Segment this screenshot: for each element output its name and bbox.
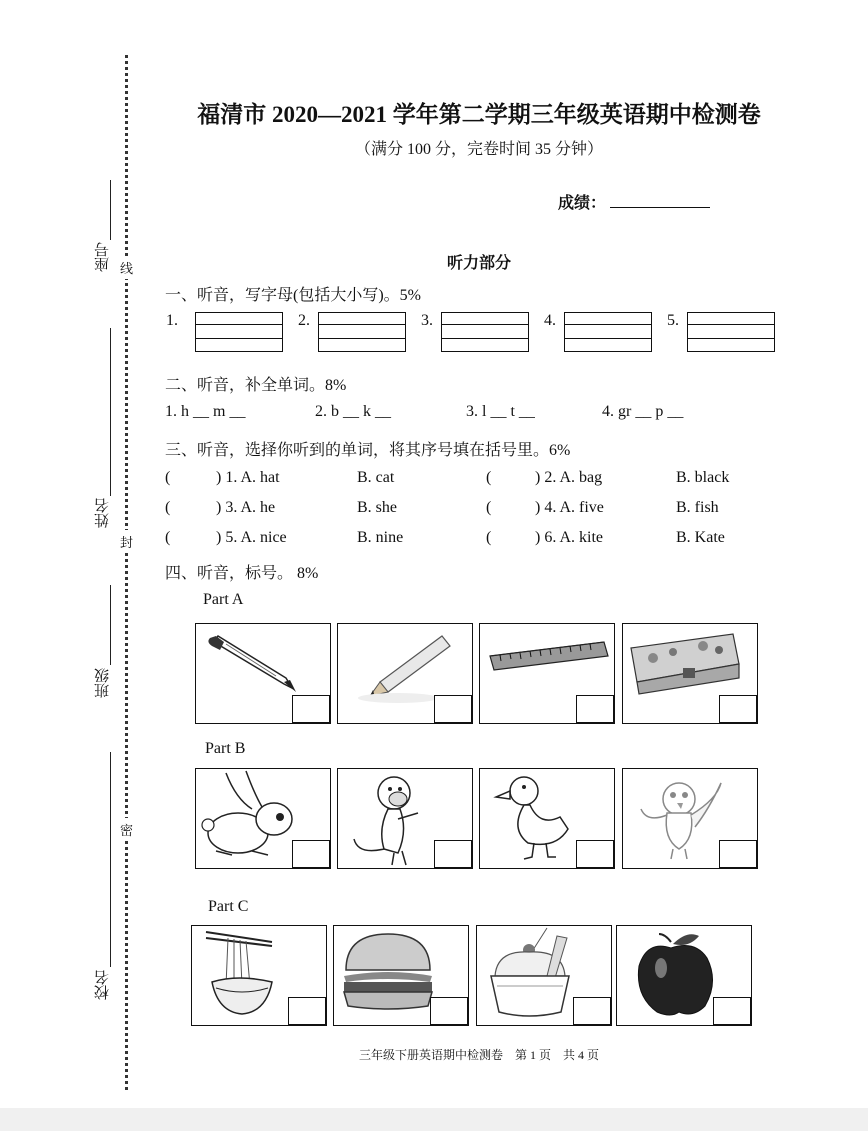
q3-item-5: ) 5. A. nice bbox=[216, 529, 287, 546]
page-subtitle: （满分 100 分，完卷时间 35 分钟） bbox=[354, 141, 603, 158]
score-label: 成绩： bbox=[558, 195, 607, 212]
q3-paren-5[interactable]: ( bbox=[165, 529, 171, 546]
q1-letter-box-4[interactable] bbox=[564, 312, 652, 352]
pic-pencil bbox=[337, 623, 473, 724]
q2-item-3[interactable]: 3. l __ t __ bbox=[466, 403, 535, 420]
q3-item-4: ) 4. A. five bbox=[535, 499, 604, 516]
page-title: 福清市 2020—2021 学年第二学期三年级英语期中检测卷 bbox=[197, 102, 761, 127]
answer-box-c2[interactable] bbox=[430, 997, 468, 1025]
q3-item-2: ) 2. A. bag bbox=[535, 469, 603, 486]
pic-ice-cream bbox=[476, 925, 612, 1026]
pic-monkey bbox=[337, 768, 473, 869]
q3-option-5b: B. nine bbox=[357, 529, 404, 546]
bottom-band bbox=[0, 1108, 868, 1131]
answer-box-c1[interactable] bbox=[288, 997, 326, 1025]
listening-section-heading: 听力部分 bbox=[446, 255, 511, 272]
q1-number-1: 1. bbox=[166, 312, 178, 329]
q1-number-2: 2. bbox=[298, 312, 310, 329]
q3-option-6b: B. Kate bbox=[676, 529, 725, 546]
answer-box-b4[interactable] bbox=[719, 840, 757, 868]
answer-box-b2[interactable] bbox=[434, 840, 472, 868]
q1-number-3: 3. bbox=[421, 312, 433, 329]
name-blank bbox=[110, 328, 111, 496]
seal-char-seal: 封 bbox=[120, 530, 133, 553]
answer-box-a3[interactable] bbox=[576, 695, 614, 723]
name-label: 姓名 bbox=[95, 498, 111, 528]
pic-hamburger bbox=[333, 925, 469, 1026]
answer-box-b1[interactable] bbox=[292, 840, 330, 868]
binding-dotted-line bbox=[125, 55, 128, 1090]
q3-item-1: ) 1. A. hat bbox=[216, 469, 280, 486]
pic-bird bbox=[622, 768, 758, 869]
q3-option-3b: B. she bbox=[357, 499, 397, 516]
answer-box-b3[interactable] bbox=[576, 840, 614, 868]
q1-letter-box-3[interactable] bbox=[441, 312, 529, 352]
pic-apple bbox=[616, 925, 752, 1026]
seat-label: 座号 bbox=[95, 242, 111, 272]
pic-duck bbox=[479, 768, 615, 869]
q3-item-3: ) 3. A. he bbox=[216, 499, 276, 516]
q3-heading: 三、听音，选择你听到的单词，将其序号填在括号里。6% bbox=[165, 442, 571, 459]
part-c-label: Part C bbox=[208, 898, 249, 915]
q3-item-6: ) 6. A. kite bbox=[535, 529, 603, 546]
pic-pencil-box bbox=[622, 623, 758, 724]
school-label: 校名 bbox=[95, 970, 111, 1000]
page-footer: 三年级下册英语期中检测卷 第 1 页 共 4 页 bbox=[358, 1048, 599, 1062]
pic-rabbit bbox=[195, 768, 331, 869]
pic-pen bbox=[195, 623, 331, 724]
q2-heading: 二、听音，补全单词。8% bbox=[165, 377, 347, 394]
q1-letter-box-2[interactable] bbox=[318, 312, 406, 352]
part-a-label: Part A bbox=[203, 591, 244, 608]
q2-item-4[interactable]: 4. gr __ p __ bbox=[602, 403, 684, 420]
answer-box-a1[interactable] bbox=[292, 695, 330, 723]
answer-box-a2[interactable] bbox=[434, 695, 472, 723]
q3-option-4b: B. fish bbox=[676, 499, 719, 516]
q2-item-2[interactable]: 2. b __ k __ bbox=[315, 403, 391, 420]
answer-box-c4[interactable] bbox=[713, 997, 751, 1025]
seal-char-secret: 密 bbox=[120, 818, 133, 841]
q3-paren-1[interactable]: ( bbox=[165, 469, 171, 486]
pic-noodles bbox=[191, 925, 327, 1026]
q2-item-1[interactable]: 1. h __ m __ bbox=[165, 403, 246, 420]
q3-paren-3[interactable]: ( bbox=[165, 499, 171, 516]
seat-blank bbox=[110, 180, 111, 240]
q3-paren-2[interactable]: ( bbox=[486, 469, 492, 486]
seal-char-line: 线 bbox=[120, 256, 133, 279]
pic-ruler bbox=[479, 623, 615, 724]
answer-box-a4[interactable] bbox=[719, 695, 757, 723]
answer-box-c3[interactable] bbox=[573, 997, 611, 1025]
q1-number-4: 4. bbox=[544, 312, 556, 329]
q1-letter-box-1[interactable] bbox=[195, 312, 283, 352]
school-blank bbox=[110, 752, 111, 967]
class-label: 班级 bbox=[95, 668, 111, 698]
q1-heading: 一、听音，写字母(包括大小写)。5% bbox=[165, 287, 421, 304]
q4-heading: 四、听音，标号。 8% bbox=[165, 565, 319, 582]
q3-option-2b: B. black bbox=[676, 469, 730, 486]
q3-option-1b: B. cat bbox=[357, 469, 395, 486]
q1-letter-box-5[interactable] bbox=[687, 312, 775, 352]
score-blank[interactable] bbox=[610, 193, 710, 208]
score-field[interactable] bbox=[558, 190, 710, 213]
class-blank bbox=[110, 585, 111, 665]
part-b-label: Part B bbox=[205, 740, 246, 757]
q3-paren-4[interactable]: ( bbox=[486, 499, 492, 516]
q1-number-5: 5. bbox=[667, 312, 679, 329]
q3-paren-6[interactable]: ( bbox=[486, 529, 492, 546]
